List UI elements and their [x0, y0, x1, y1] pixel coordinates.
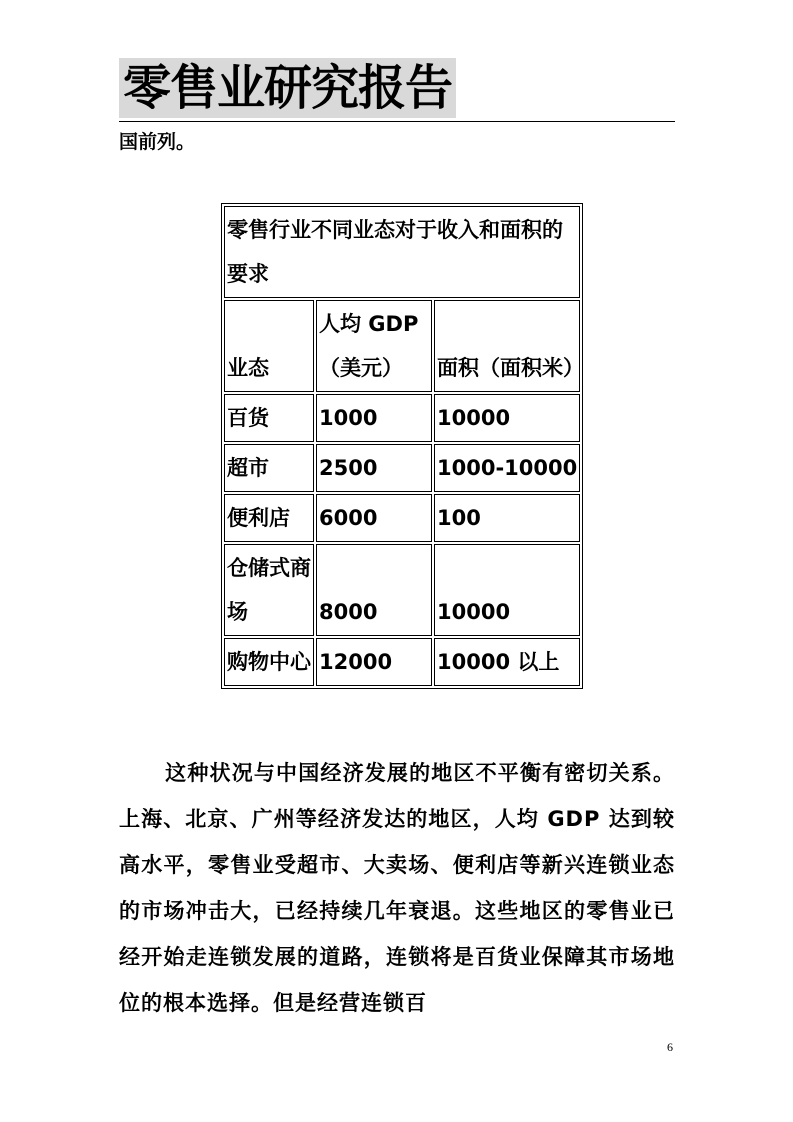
- table-row: [224, 444, 580, 492]
- column-header-area: 面积（面积米）: [434, 300, 580, 392]
- table-cell-format: 购物中心: [224, 638, 314, 686]
- table-caption: 零售行业不同业态对于收入和面积的要求: [224, 206, 580, 298]
- table-cell-area: 100: [434, 494, 580, 542]
- table-cell-area: 10000: [434, 394, 580, 442]
- table-caption-row: [224, 206, 580, 298]
- table-cell-format: 仓储式商场: [224, 544, 314, 636]
- table-cell-gdp: 1000: [316, 394, 432, 442]
- continued-text: 国前列。: [119, 131, 196, 153]
- table-cell-gdp: 2500: [316, 444, 432, 492]
- header-divider: [119, 121, 675, 122]
- body-paragraph-container: [119, 750, 675, 1026]
- format-requirements-table: [221, 203, 583, 689]
- table-cell-area: 10000 以上: [434, 638, 580, 686]
- body-paragraph: 这种状况与中国经济发展的地区不平衡有密切关系。上海、北京、广州等经济发达的地区，人均 GDP 达到较高水平，零售业受超市、大卖场、便利店等新兴连锁业态的市场冲击大，已经持续几年衰退。这些地区的零售业已经开始走连锁发展的道路，连锁将是百货业保障其市场地位的根本选择。但是经营连锁百: [119, 761, 675, 1015]
- report-title: 零售业研究报告: [119, 58, 456, 118]
- column-header-format: 业态: [224, 300, 314, 392]
- table-header-row: [224, 300, 580, 392]
- table-cell-format: 百货: [224, 394, 314, 442]
- table-row: [224, 544, 580, 636]
- page-number: 6: [667, 1040, 673, 1054]
- table-row: [224, 494, 580, 542]
- table-cell-gdp: 6000: [316, 494, 432, 542]
- table-cell-area: 10000: [434, 544, 580, 636]
- table-cell-gdp: 12000: [316, 638, 432, 686]
- table-cell-area: 1000-10000: [434, 444, 580, 492]
- table-row: [224, 638, 580, 686]
- table-row: [224, 394, 580, 442]
- column-header-gdp: 人均 GDP（美元）: [316, 300, 432, 392]
- table-cell-format: 超市: [224, 444, 314, 492]
- table-cell-format: 便利店: [224, 494, 314, 542]
- table-cell-gdp: 8000: [316, 544, 432, 636]
